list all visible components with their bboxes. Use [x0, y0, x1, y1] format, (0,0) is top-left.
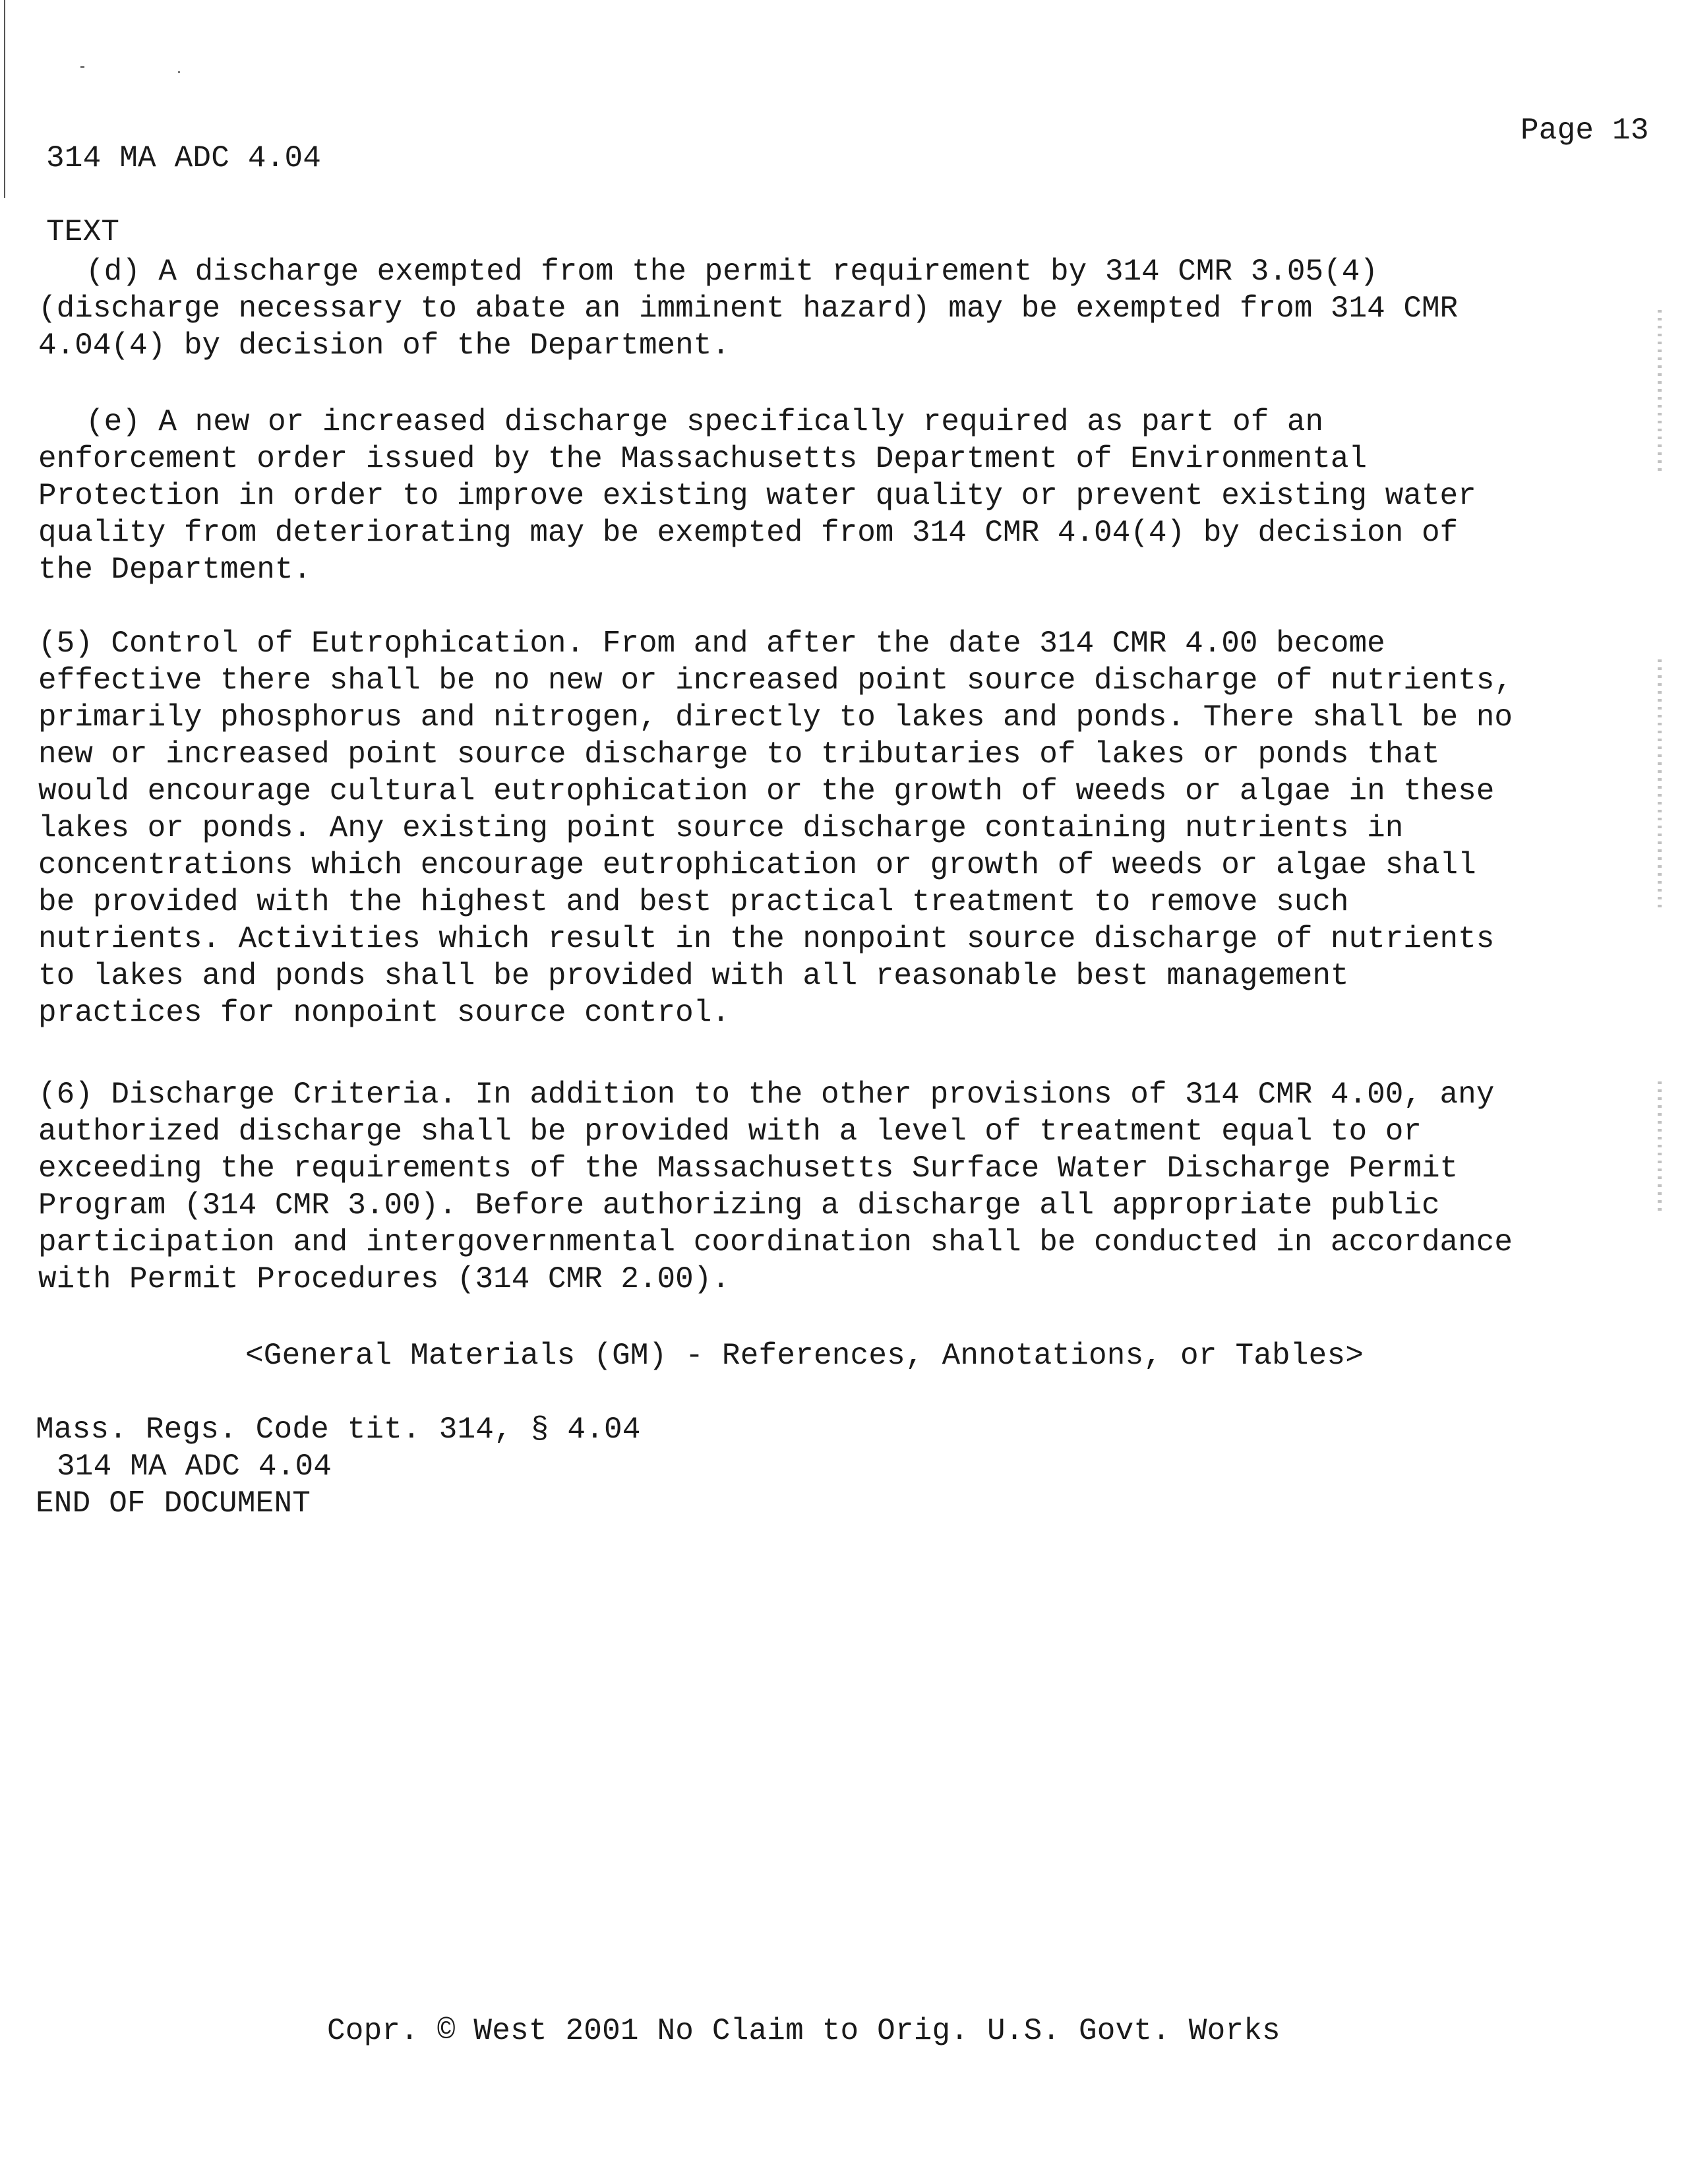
code-citation: Mass. Regs. Code tit. 314, § 4.04	[36, 1412, 641, 1447]
scan-edge-noise	[1658, 659, 1662, 910]
paragraph-5: (5) Control of Eutrophication. From and after the date 314 CMR 4.00 become effective there shall be no new or increased point source discharge of nutrients, primarily phosphorus and nitrogen, directly to lakes and ponds. There shall be no new or increased point source discharge to tributaries of lakes or ponds that would encourage cultural eutrophication or the growth of weeds or algae in these lakes or ponds. Any existing point source discharge containing nutrients in concentrations which encourage eutrophication or growth of weeds or algae shall be provided with the highest and best practical treatment to remove such nutrients. Activities which result in the nonpoint source discharge of nutrients to lakes and ponds shall be provided with all reasonable best management practices for nonpoint source control.	[38, 626, 1513, 1030]
paragraph-6: (6) Discharge Criteria. In addition to the other provisions of 314 CMR 4.00, any authorized discharge shall be provided with a level of treatment equal to or exceeding the requirements of the Massachusetts Surface Water Discharge Permit Program (314 CMR 3.00). Before authorizing a discharge all appropriate public participation and intergovernmental coordination shall be conducted in accordance with Permit Procedures (314 CMR 2.00).	[38, 1077, 1513, 1296]
paragraph-e: (e) A new or increased discharge specifically required as part of an enforcement order issued by the Massachusetts Department of Environmental Protection in order to improve existing water quality or prevent existing water quality from deteriorating may be exempted from 314 CMR 4.04(4) by decision of the Department.	[38, 405, 1476, 587]
adc-citation: 314 MA ADC 4.04	[57, 1449, 332, 1484]
scan-edge-line	[4, 0, 5, 198]
scan-edge-noise	[1658, 1081, 1662, 1213]
general-materials-note: <General Materials (GM) - References, Annotations, or Tables>	[245, 1339, 1364, 1373]
scan-speck	[178, 71, 180, 73]
end-of-document: END OF DOCUMENT	[36, 1486, 311, 1521]
page-number: Page 13	[1521, 113, 1649, 148]
paragraph-d: (d) A discharge exempted from the permit requirement by 314 CMR 3.05(4) (discharge necessary to abate an imminent hazard) may be exempted from 314 CMR 4.04(4) by decision of the Department.	[38, 255, 1459, 363]
copyright-footer: Copr. © West 2001 No Claim to Orig. U.S. Govt. Works	[327, 2014, 1281, 2048]
section-label: TEXT	[46, 215, 120, 249]
scan-edge-noise	[1658, 310, 1662, 475]
scan-speck	[80, 66, 84, 68]
citation-header: 314 MA ADC 4.04	[46, 141, 322, 175]
